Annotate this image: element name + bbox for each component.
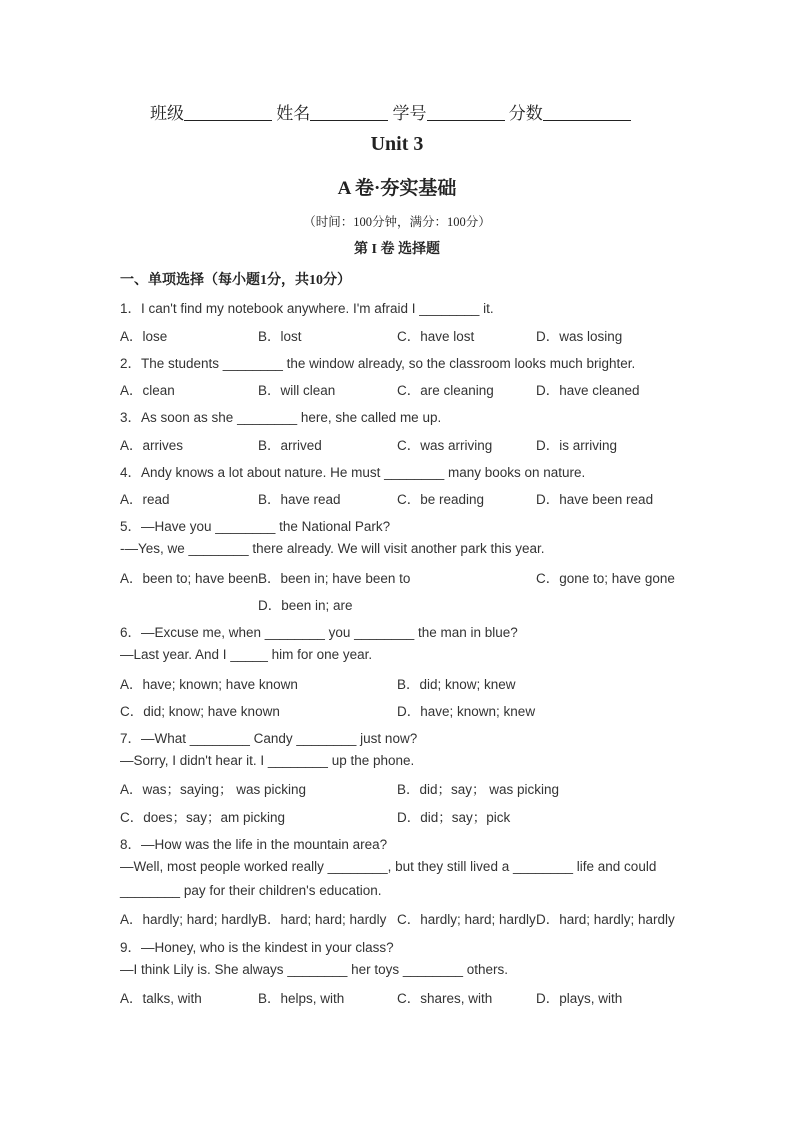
id-label: 学号 (392, 104, 427, 123)
question-stem: 6．—Excuse me, when ________ you ________ the man in blue? (120, 625, 518, 640)
option-b[interactable]: B．will clean (258, 383, 336, 398)
option-b[interactable]: B．arrived (258, 438, 322, 453)
option-c[interactable]: C．have lost (397, 329, 475, 344)
option-d[interactable]: D．was losing (536, 329, 623, 344)
option-b[interactable]: B．been in; have been to (258, 571, 411, 586)
option-c[interactable]: C．did; know; have known (120, 704, 280, 719)
section-heading: 第 I 卷 选择题 (354, 242, 440, 257)
page-subtitle: A 卷·夯实基础 (337, 178, 457, 199)
option-d[interactable]: D．did；say；pick (397, 810, 511, 825)
question-stem: 5．—Have you ________ the National Park? (120, 519, 391, 534)
option-c[interactable]: C．hardly; hard; hardly (397, 912, 536, 927)
option-c[interactable]: C．be reading (397, 492, 485, 507)
time-info: （时间：100分钟，满分：100分） (303, 215, 491, 229)
option-b[interactable]: B．did；say； was picking (397, 782, 560, 797)
option-d[interactable]: D．have; known; knew (397, 704, 536, 719)
option-a[interactable]: A．been to; have been (120, 571, 259, 586)
page-title: Unit 3 (370, 133, 424, 155)
question-stem: 1．I can't find my notebook anywhere. I'm afraid I ________ it. (120, 301, 494, 316)
option-d[interactable]: D．been in; are (258, 598, 353, 613)
option-c[interactable]: C．are cleaning (397, 383, 494, 398)
student-info-header (150, 99, 631, 124)
option-a[interactable]: A．have; known; have known (120, 677, 298, 692)
question-stem: 9．—Honey, who is the kindest in your class? (120, 940, 394, 955)
option-a[interactable]: A．read (120, 492, 170, 507)
option-c[interactable]: C．does；say；am picking (120, 810, 286, 825)
class-label: 班级 (150, 104, 184, 123)
option-c[interactable]: C．was arriving (397, 438, 493, 453)
option-b[interactable]: B．have read (258, 492, 341, 507)
question-stem: 8．—How was the life in the mountain area? (120, 837, 388, 852)
question-stem: 4．Andy knows a lot about nature. He must ________ many books on nature. (120, 465, 586, 480)
question-stem-line: —Well, most people worked really ________, but they still lived a ________ life and could (120, 859, 657, 874)
question-stem-line: —I think Lily is. She always ________ her toys ________ others. (120, 962, 508, 977)
name-label: 姓名 (276, 104, 311, 123)
option-a[interactable]: A．clean (120, 383, 175, 398)
question-stem: 2．The students ________ the window already, so the classroom looks much brighter. (120, 356, 636, 371)
option-a[interactable]: A．talks, with (120, 991, 202, 1006)
question-stem-line: —Sorry, I didn't hear it. I ________ up the phone. (120, 753, 415, 768)
part-heading: 一、单项选择（每小题1分，共10分） (120, 273, 351, 288)
question-stem-line: —Last year. And I _____ him for one year. (120, 647, 373, 662)
option-b[interactable]: B．lost (258, 329, 302, 344)
option-c[interactable]: C．shares, with (397, 991, 493, 1006)
option-a[interactable]: A．was；saying； was picking (120, 782, 307, 797)
option-c[interactable]: C．gone to; have gone (536, 571, 675, 586)
question-stem: 3．As soon as she ________ here, she called me up. (120, 410, 442, 425)
option-b[interactable]: B．hard; hard; hardly (258, 912, 387, 927)
question-stem-line: ________ pay for their children's education. (120, 883, 382, 898)
question-stem-line: -—Yes, we ________ there already. We will visit another park this year. (120, 541, 545, 556)
option-b[interactable]: B．helps, with (258, 991, 345, 1006)
option-d[interactable]: D．have cleaned (536, 383, 640, 398)
class-blank[interactable] (184, 104, 272, 121)
option-d[interactable]: D．hard; hardly; hardly (536, 912, 675, 927)
option-d[interactable]: D．is arriving (536, 438, 618, 453)
score-blank[interactable] (543, 104, 631, 121)
option-a[interactable]: A．hardly; hard; hardly (120, 912, 259, 927)
option-d[interactable]: D．plays, with (536, 991, 623, 1006)
option-b[interactable]: B．did; know; knew (397, 677, 516, 692)
name-blank[interactable] (310, 104, 388, 121)
score-label: 分数 (508, 104, 543, 123)
question-stem: 7．—What ________ Candy ________ just now? (120, 731, 418, 746)
option-a[interactable]: A．lose (120, 329, 168, 344)
option-d[interactable]: D．have been read (536, 492, 654, 507)
id-blank[interactable] (427, 104, 505, 121)
option-a[interactable]: A．arrives (120, 438, 184, 453)
